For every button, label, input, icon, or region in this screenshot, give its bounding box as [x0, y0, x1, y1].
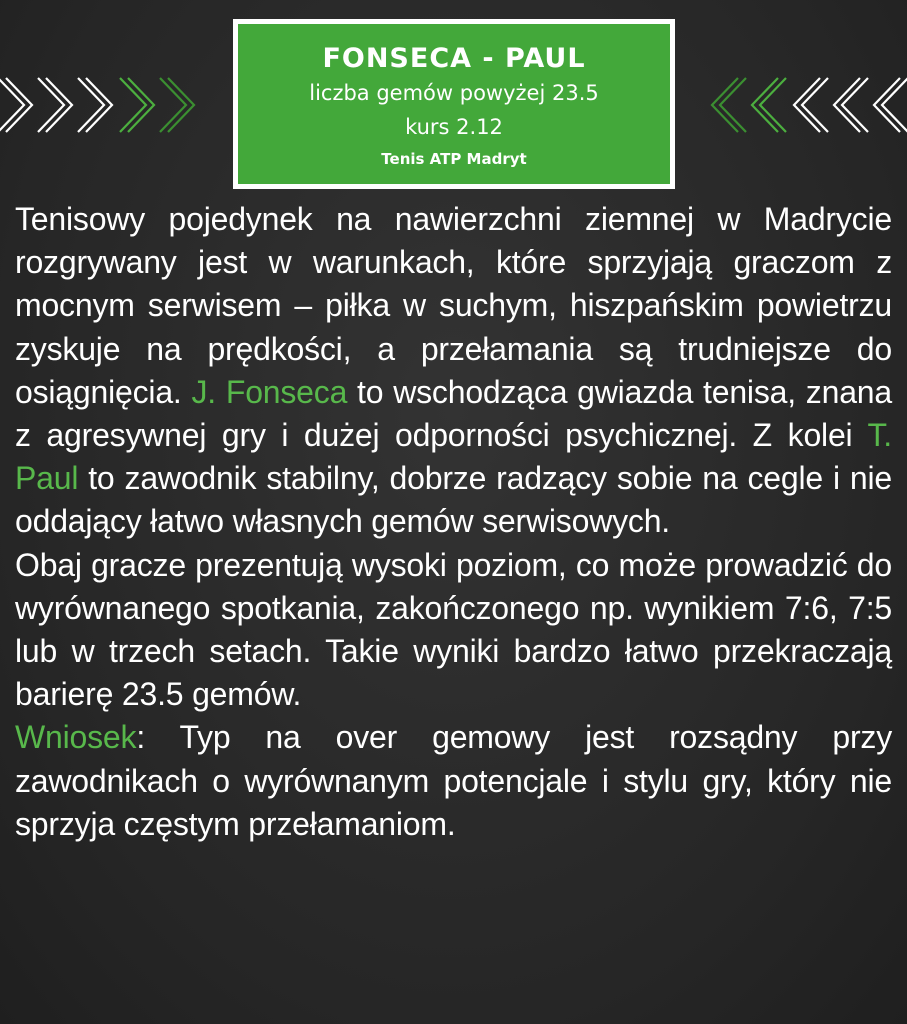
paragraph-level: Obaj gracze prezentują wysoki poziom, co może prowadzić do wyrównanego spotkania, zakończonego np. wynikiem 7:6, 7:5 lub w trzech setach. Takie wyniki bardzo łatwo przekraczają barierę 23.5 gemów.	[15, 546, 892, 713]
match-title: FONSECA - PAUL	[322, 43, 586, 74]
paragraph-intro	[15, 198, 892, 544]
chevron-arrows-right-icon	[0, 70, 218, 140]
player-one-name: J. Fonseca	[191, 373, 348, 410]
chevron-arrows-left-icon	[688, 70, 907, 140]
bet-type: liczba gemów powyżej 23.5	[309, 81, 599, 105]
paragraph-conclusion	[15, 716, 892, 846]
intro-text-a: Tenisowy pojedynek na nawierzchni ziemnej w Madrycie rozgrywany jest w warunkach, które sprzyjają graczom z mocnym serwisem – piłka w suchym, hiszpańskim powietrzu zyskuje na prędkości, a przełamania są trudniejsze do osiągnięcia.	[15, 201, 892, 410]
intro-text-c: to zawodnik stabilny, dobrze radzący sobie na cegle i nie oddający łatwo własnych gemów serwisowych.	[15, 460, 892, 540]
odds: kurs 2.12	[405, 115, 503, 139]
intro-text-b: to wschodząca gwiazda tenisa, znana z agresywnej gry i dużej odporności psychicznej. Z kolei	[15, 373, 892, 454]
analysis-text	[15, 198, 892, 846]
conclusion-label: Wniosek	[15, 719, 137, 756]
event-name: Tenis ATP Madryt	[381, 150, 527, 168]
conclusion-text: : Typ na over gemowy jest rozsądny przy zawodnikach o wyrównanym potencjale i stylu gry, który nie sprzyja częstym przełamaniom.	[15, 719, 892, 842]
player-two-name: T. Paul	[15, 417, 892, 497]
bet-header-box	[233, 19, 675, 189]
